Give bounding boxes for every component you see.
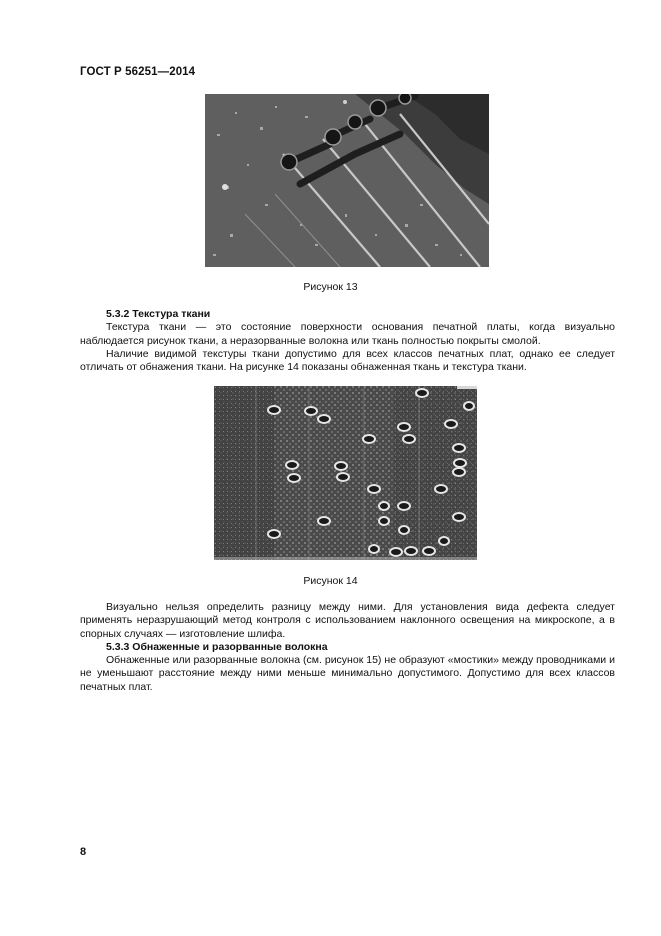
figure-14-image [214,386,477,560]
section-5-3-3-heading: 5.3.3 Обнаженные и разорванные волокна [106,640,328,653]
figure-13-image [205,94,489,267]
section-5-3-2-heading: 5.3.2 Текстура ткани [106,308,211,320]
section-5-3-3-para: Обнаженные или разорванные волокна (см. рисунок 15) не образуют «мостики» между проводниками и не уменьшают расстояние между ними меньше минимально допустимого. Допустимо для всех классов печатных плат. [80,654,615,693]
page-number: 8 [80,846,87,858]
section-continuation [80,601,615,694]
figure-13-caption: Рисунок 13 [303,281,358,293]
figure-14-caption: Рисунок 14 [303,575,358,587]
section-5-3-2-para-2: Наличие видимой текстуры ткани допустимо для всех классов печатных плат, однако ее следует отличать от обнажения ткани. На рисунке 14 показаны обнаженная ткань и текстура ткани. [80,347,615,374]
figure-13-photo [205,94,489,267]
section-5-3-2-para-1: Текстура ткани — это состояние поверхности основания печатной платы, когда визуально наблюдается рисунок ткани, а неразорванные волокна или ткань полностью покрыты смолой. [80,321,615,347]
after-figure-14-para: Визуально нельзя определить разницу между ними. Для установления вида дефекта следует применять неразрушающий метод контроля с использованием наклонного освещения на микроскопе, а в спорных случаях — изготовление шлифа. [80,601,615,640]
section-5-3-2 [80,308,615,374]
figure-14-photo [214,386,477,560]
document-header: ГОСТ Р 56251—2014 [80,66,196,78]
